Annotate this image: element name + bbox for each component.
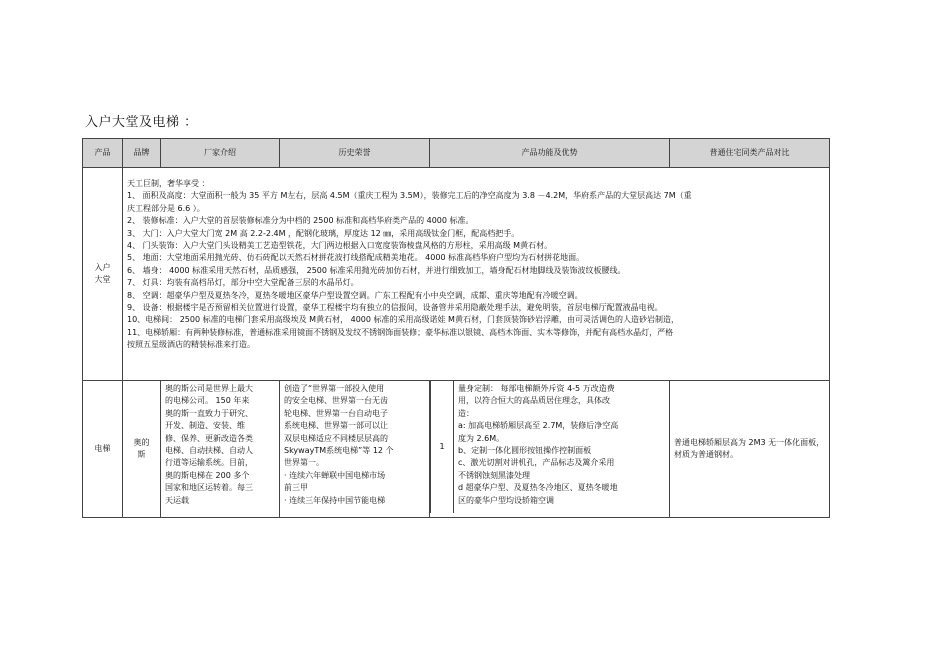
history-line: SkywayTM系统电梯”等 12 个 [284,445,394,455]
history-line: 前三甲 [284,483,308,493]
header-history: 历史荣誉 [280,139,430,168]
elevator-brand-cell [123,381,161,518]
function-line: 区的豪华户型均设轿箱空调 [458,495,554,505]
lobby-line: 7、 灯具：均装有高档吊灯，部分中空大堂配备三层的水晶吊灯。 [127,278,359,288]
elevator-vendor-text: 奥的斯公司是世界上最大的电梯公司。 150 年来奥的斯一直致力于研究、开发、制造、安装、维修、保养、更新改造各类电梯、自动扶梯、自动人行道等运输系统。目前，奥的斯电梯在 200 多个国家和地区运转着。每三天运载 [165,384,253,505]
header-function: 产品功能及优势 [430,139,670,168]
elevator-index-cell [430,381,454,513]
header-vendor: 厂家介绍 [161,139,280,168]
history-line: 的安全电梯、世界第一台无齿 [284,396,388,406]
page-title: 入户大堂及电梯 ： [85,115,198,130]
history-line: 系统电梯、世界第一部可以让 [284,421,388,431]
lobby-line: 5、 地面：大堂地面采用抛光砖、仿石砖配以天然石材拼花波打线搭配成精美地花。 4000 标准高档华府户型均为石材拼花地面。 [127,253,585,263]
header-brand: 品牌 [123,139,161,168]
history-line: · 连续六年蝉联中国电梯市场 [284,470,386,480]
lobby-product-cell [83,168,123,381]
function-line: 度为 2.6M。 [458,433,505,443]
lobby-line: 11、电梯轿厢：有两种装修标准，普通标准采用镜面不锈钢及发纹不锈钢饰面装修；豪华标准以银镜、高档木饰面、实木等修饰，并配有高档水晶灯，严格 [127,327,674,337]
lobby-product-label: 入户大堂 [94,262,111,284]
elevator-history-text [280,381,429,517]
lobby-line: 按照五星级酒店的精装标准来打造。 [127,340,255,350]
elevator-row [83,381,830,518]
lobby-line: 庆工程部分是 6.6 ）。 [127,203,205,213]
function-line: c、激光切割对讲机孔，产品标志及篱介采用 [458,458,615,468]
lobby-line: 9、 设备：根据楼宇是否预留相关位置进行设置，豪华工程楼宇均有独立的信报间，设备管井采用隐蔽处理手法，避免明装，首层电梯厅配置液晶电视。 [127,302,663,312]
history-line: 创造了“世界第一部投入使用 [284,384,385,393]
lobby-line: 6、 墙身： 4000 标准采用天然石材，品质感强， 2500 标准采用抛光砖加仿石材，并进行细致加工，墙身配石材地脚线及装饰波纹板腰线。 [127,265,626,275]
history-line: · 连续三年保持中国节能电梯 [284,495,386,505]
product-table [82,138,830,518]
header-comparison: 普通住宅同类产品对比 [670,139,830,168]
function-line: d 超豪华户型、及夏热冬冷地区、夏热冬暖地 [458,483,618,493]
header-row [83,139,830,168]
function-line: 量身定制： 每部电梯额外斥资 4-5 万改造费 [458,384,615,393]
lobby-line: 天工巨制，奢华享受 ： [127,179,210,188]
lobby-line: 10、电梯间： 2500 标准的电梯门套采用高级埃及 M黄石材， 4000 标准的采用高级诺娃 M黄石材，门套顶装饰砂岩浮雕，由可灵活调色的人造砂岩制造， [127,315,679,325]
lobby-line: 2、 装修标准：入户大堂的首层装修标准分为中档的 2500 标准和高档华府类产品的 4000 标准。 [127,216,474,226]
lobby-line: 3、 大门：入户大堂大门宽 2M 高 2.2-2.4M ，配钢化玻璃，厚度达 12 ㎜，采用高级钛金门框，配高档把手。 [127,228,520,238]
header-product: 产品 [83,139,123,168]
history-line: 轮电梯、世界第一台自动电子 [284,408,388,418]
elevator-comparison-text: 普通电梯轿厢层高为 2M3 无一体化面板，材质为普通钢材。 [674,437,825,459]
elevator-product-cell [83,381,123,518]
elevator-brand-label: 奥的斯 [133,437,150,459]
function-line: 造： [458,408,474,418]
lobby-line: 1、 面积及高度：大堂面积一般为 35 平方 M左右，层高 4.5M（重庆工程为 3.5M），装修完工后的净空高度为 3.8 －4.2M，华府系产品的大堂层高达 7M（重 [127,191,692,201]
function-line: a: 加高电梯轿厢层高至 2.7M，装修后净空高 [458,421,619,431]
lobby-description [123,168,830,381]
elevator-history-cell [280,381,430,518]
history-line: 双层电梯适应不同楼层层高的 [284,433,388,443]
lobby-line: 8、 空调：超豪华户型及夏热冬冷，夏热冬暖地区豪华户型设置空调。广东工程配有小中央空调，成都、重庆等地配有冷暖空调。 [127,290,583,300]
lobby-line: 4、 门头装饰：入户大堂门头设精美工艺造型铁花，大门两边根据入口宽度装饰棱盘风格的方形柱，采用高级 M黄石材。 [127,240,553,250]
elevator-function-cell [430,381,670,518]
lobby-row [83,168,830,381]
elevator-product-label: 电梯 [94,443,111,453]
elevator-vendor-cell [161,381,280,518]
function-line: 用，以符合恒大的高品质居住理念，具体改 [458,396,610,406]
function-line: 不锈钢蚀刻黑漆处理 [458,470,530,480]
elevator-function-text [454,381,669,513]
elevator-index: 1 [439,441,445,451]
elevator-comparison-cell [670,381,830,518]
function-line: b、定制一体化圆形按钮操作控制面板 [458,445,592,455]
history-line: 世界第一。 [284,458,324,468]
